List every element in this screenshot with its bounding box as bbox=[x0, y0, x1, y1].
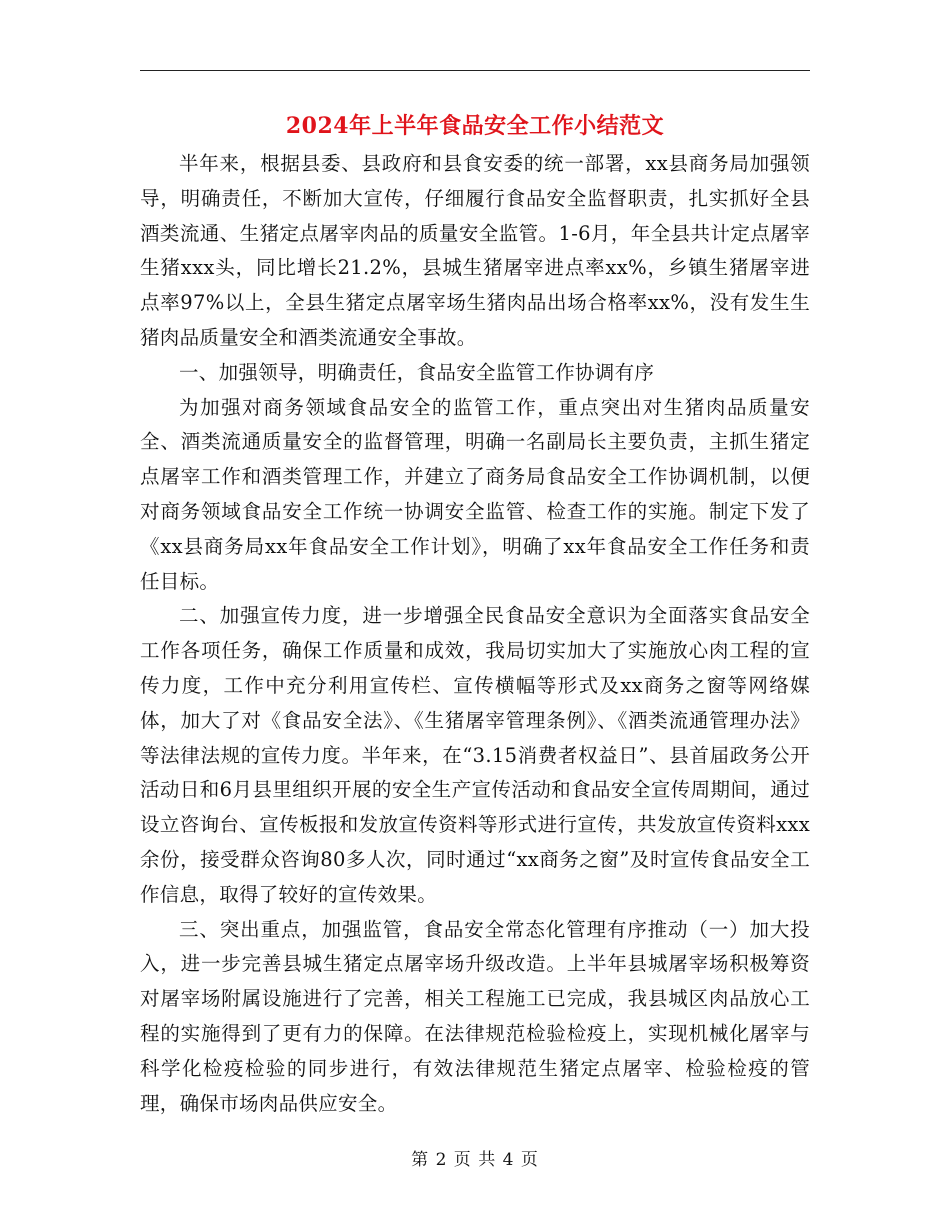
header-rule bbox=[140, 70, 810, 71]
paragraph-section-3: 三、突出重点，加强监管，食品安全常态化管理有序推动（一）加大投入，进一步完善县城生猪定点屠宰场升级改造。上半年县城屠宰场积极筹资对屠宰场附属设施进行了完善，相关工程施工已完成，我县城区肉品放心工程的实施得到了更有力的保障。在法律规范检验检疫上，实现机械化屠宰与科学化检疫检验的同步进行，有效法律规范生猪定点屠宰、检验检疫的管理，确保市场肉品供应安全。 bbox=[140, 917, 810, 1115]
paragraph-intro: 半年来，根据县委、县政府和县食安委的统一部署，xx县商务局加强领导，明确责任，不断加大宣传，仔细履行食品安全监督职责，扎实抓好全县酒类流通、生猪定点屠宰肉品的质量安全监管。1-6月，年全县共计定点屠宰生猪xxx头，同比增长21.2%，县城生猪屠宰进点率xx%，乡镇生猪屠宰进点率97%以上，全县生猪定点屠宰场生猪肉品出场合格率xx%，没有发生生猪肉品质量安全和酒类流通安全事故。 bbox=[140, 152, 810, 349]
paragraph-heading-1: 一、加强领导，明确责任，食品安全监管工作协调有序 bbox=[179, 360, 655, 384]
page-number: 第 2 页 共 4 页 bbox=[411, 1150, 539, 1170]
paragraph-section-1: 为加强对商务领域食品安全的监管工作，重点突出对生猪肉品质量安全、酒类流通质量安全的监督管理，明确一名副局长主要负责，主抓生猪定点屠宰工作和酒类管理工作，并建立了商务局食品安全工作协调机制，以便对商务领域食品安全工作统一协调安全监管、检查工作的实施。制定下发了《xx县商务局xx年食品安全工作计划》，明确了xx年食品安全工作任务和责任目标。 bbox=[140, 395, 810, 593]
document-body bbox=[140, 147, 810, 1121]
paragraph-section-2: 二、加强宣传力度，进一步增强全民食品安全意识为全面落实食品安全工作各项任务，确保工作质量和成效，我局切实加大了实施放心肉工程的宣传力度，工作中充分利用宣传栏、宣传横幅等形式及xx商务之窗等网络媒体，加大了对《食品安全法》、《生猪屠宰管理条例》、《酒类流通管理办法》等法律法规的宣传力度。半年来，在“3.15消费者权益日”、县首届政务公开活动日和6月县里组织开展的安全生产宣传活动和食品安全宣传周期间，通过设立咨询台、宣传板报和发放宣传资料等形式进行宣传，共发放宣传资料xxx余份，接受群众咨询80多人次，同时通过“xx商务之窗”及时宣传食品安全工作信息，取得了较好的宣传效果。 bbox=[140, 604, 810, 906]
document-title: 2024年上半年食品安全工作小结范文 bbox=[285, 113, 665, 139]
